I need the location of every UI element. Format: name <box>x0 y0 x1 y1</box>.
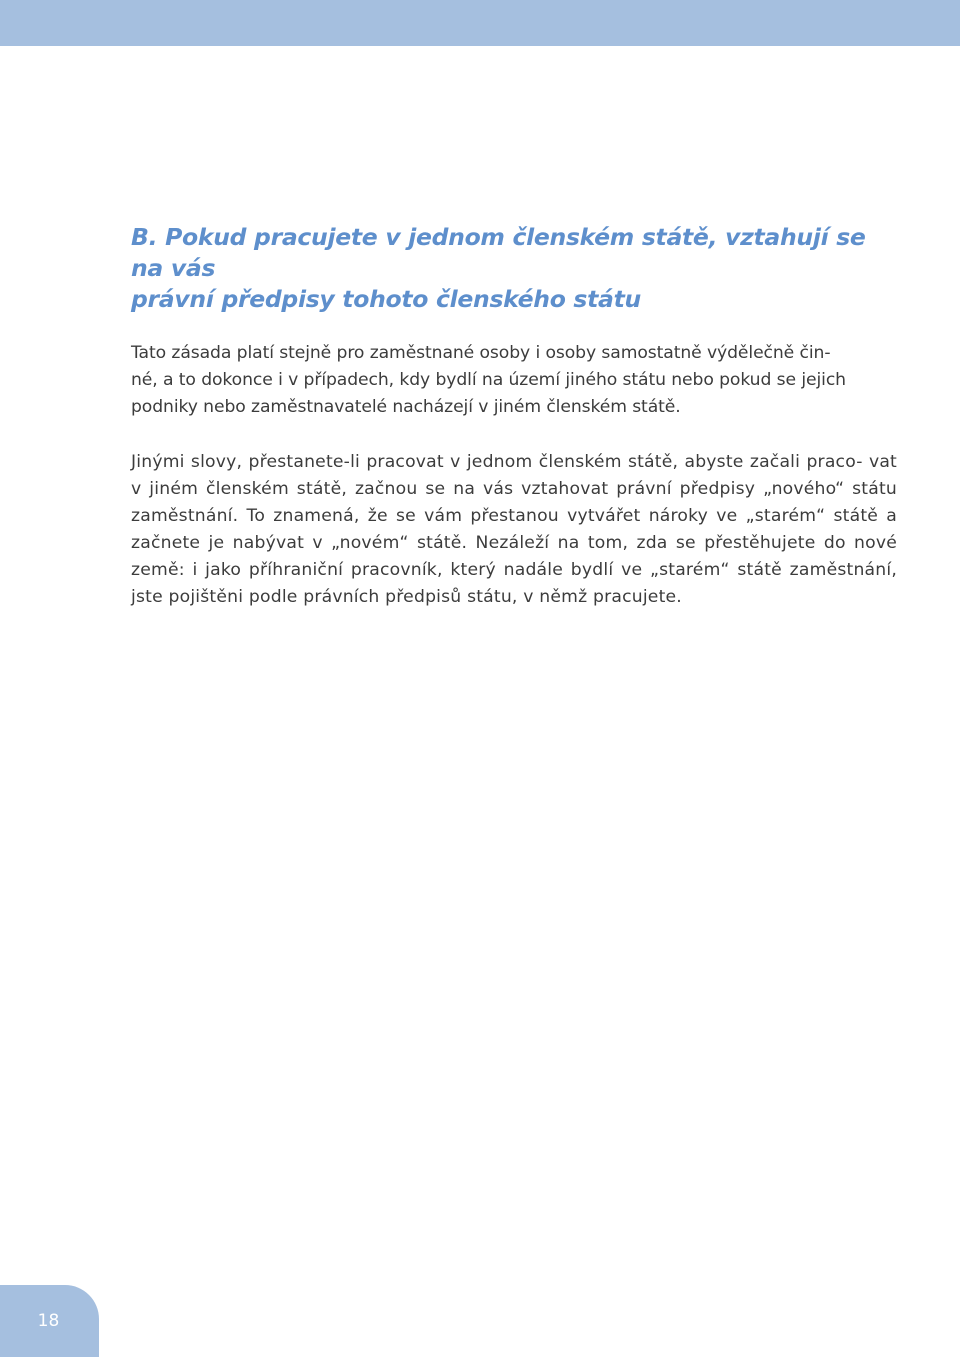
section-heading-line-2: právní předpisy tohoto členského státu <box>131 285 641 313</box>
paragraph-line: Tato zásada platí stejně pro zaměstnané osoby i osoby samostatně výdělečně čin- <box>131 343 831 363</box>
paragraph-line: né, a to dokonce i v případech, kdy bydlí na území jiného státu nebo pokud se jejich <box>131 370 846 390</box>
paragraph-other-words: Jinými slovy, přestanete-li pracovat v jednom členském státě, abyste začali praco- vat v jiném členském státě, začnou se na vás vztahovat právní předpisy „nového“ státu zaměstnání. To znamená, že se vám přestanou vytvářet nároky ve „starém“ státě a začnete je nabývat v „novém“ státě. Nezáleží na tom, zda se přestěhujete do nové země: i jako příhraniční pracovník, který nadále bydlí ve „starém“ státě zaměstnání, jste pojištěni podle právních předpisů státu, v němž pracujete. <box>131 452 897 607</box>
page-number: 18 <box>37 1311 60 1331</box>
section-heading <box>131 222 897 315</box>
top-color-band <box>0 0 960 46</box>
page-content <box>131 222 897 611</box>
paragraph-line: podniky nebo zaměstnavatelé nacházejí v jiném členském státě. <box>131 397 681 417</box>
section-heading-line-1: B. Pokud pracujete v jednom členském státě, vztahují se na vás <box>131 223 866 282</box>
paragraph-principle <box>131 340 897 421</box>
